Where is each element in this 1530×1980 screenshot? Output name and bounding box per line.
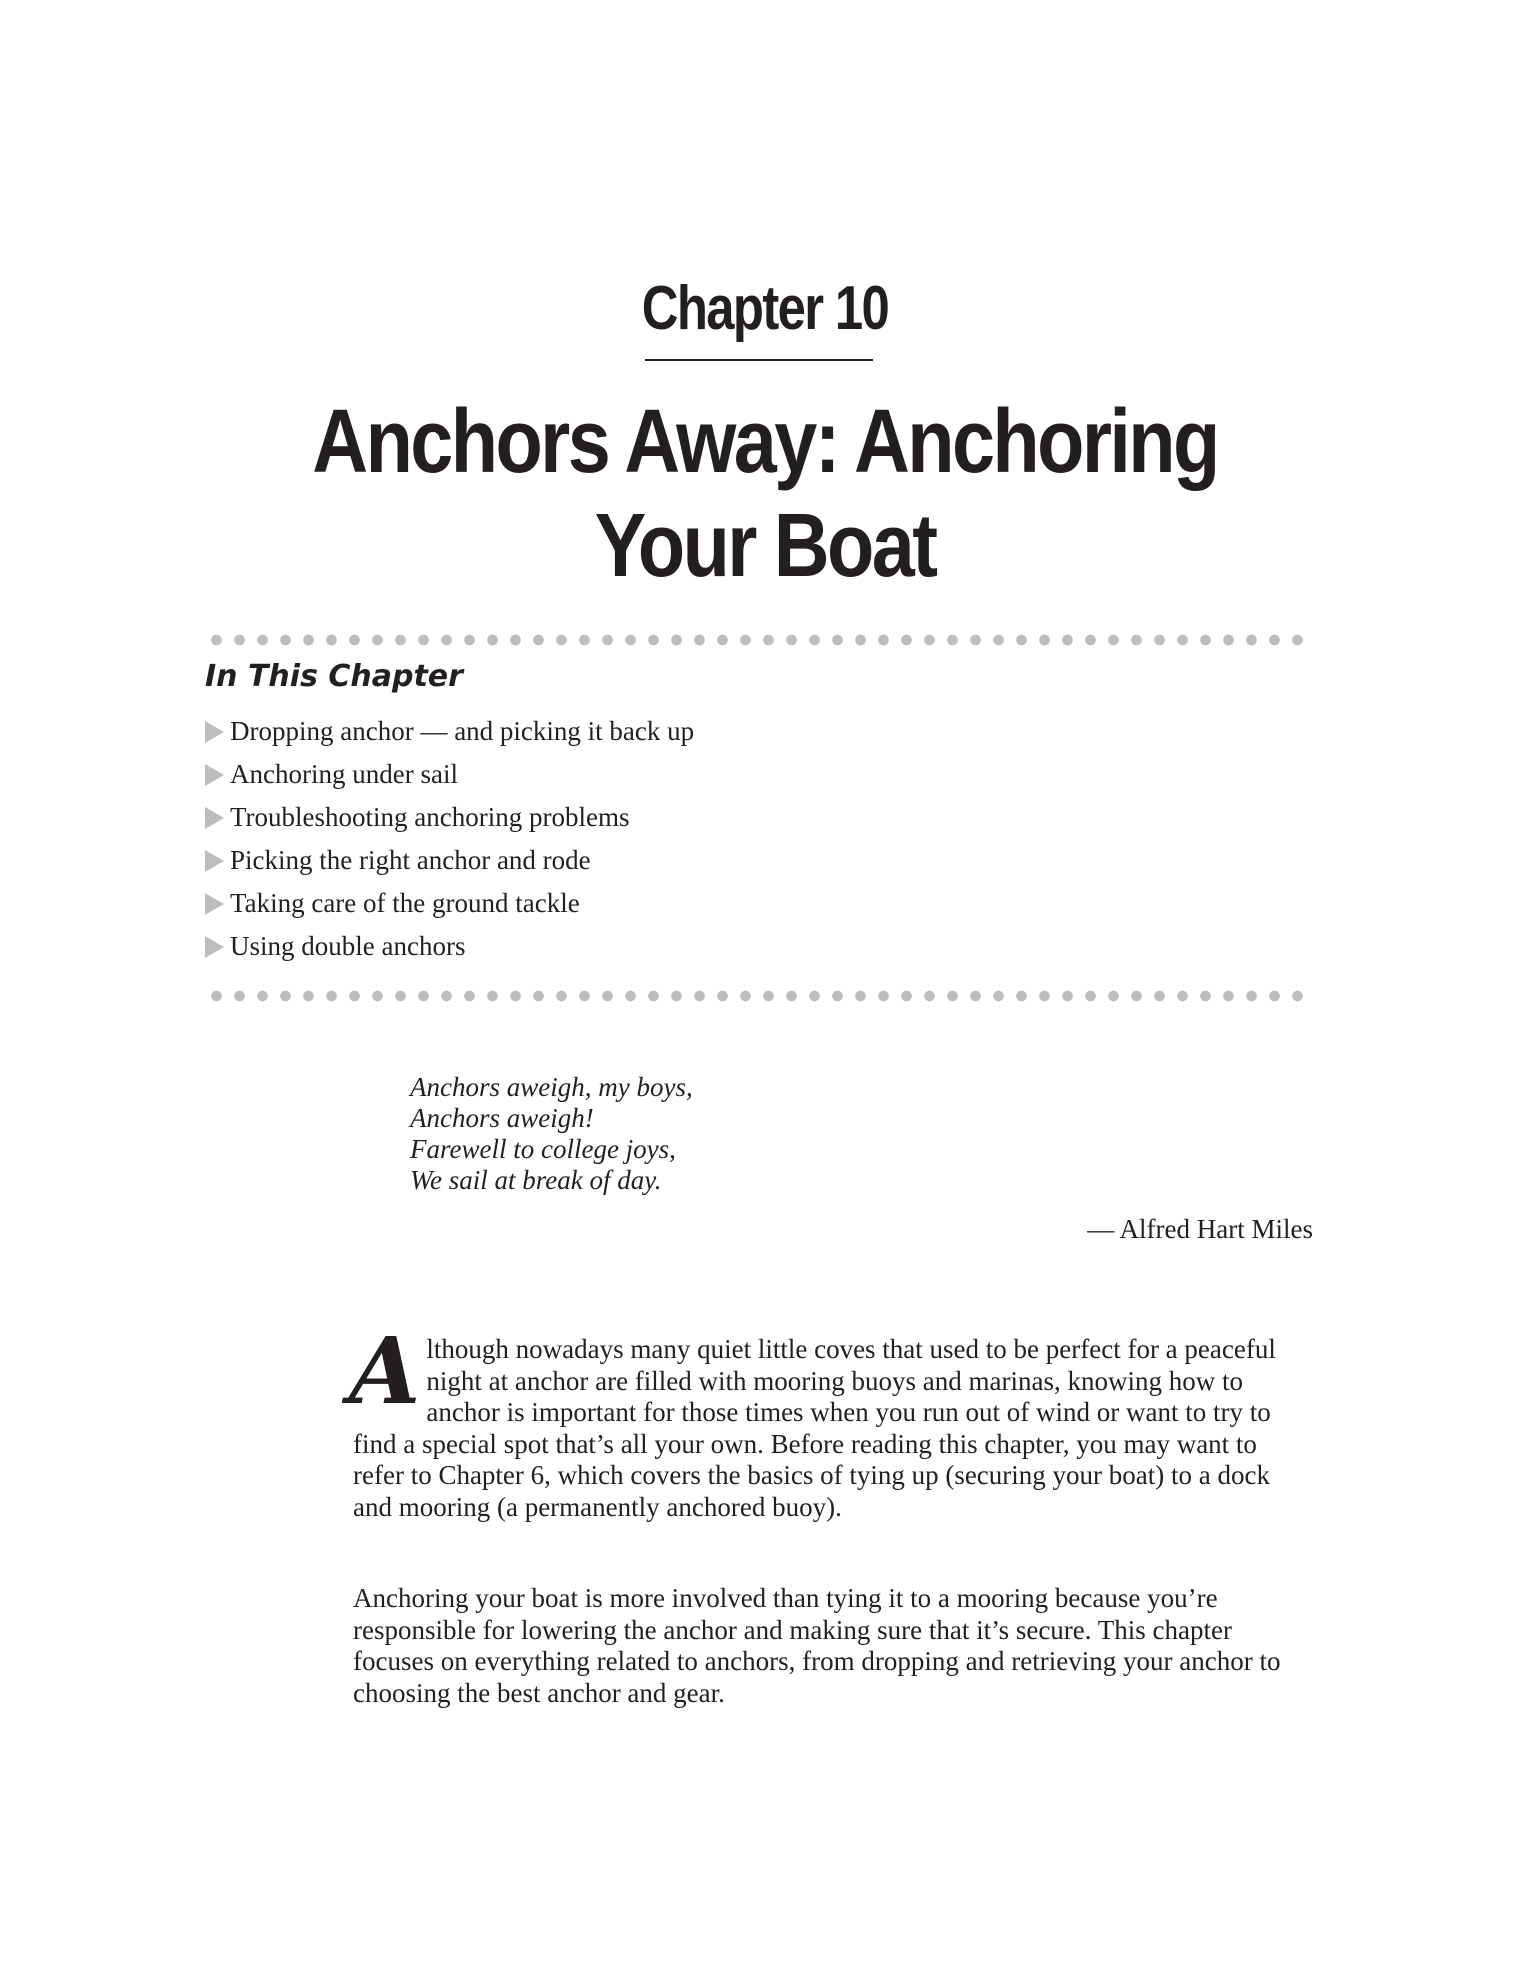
chapter-topics-list: [205, 710, 694, 968]
chapter-number-underline: [645, 359, 873, 361]
list-item: [205, 925, 694, 968]
list-item-text: Dropping anchor — and picking it back up: [230, 716, 695, 746]
chapter-title-line-1: Anchors Away: Anchoring: [312, 392, 1218, 492]
body-paragraph-2: Anchoring your boat is more involved than tying it to a mooring because you’re responsible for lowering the anchor and making sure that it’s secure. This chapter focuses on everything related to anchors, from dropping and retrieving your anchor to choosing the best anchor and gear.: [353, 1583, 1281, 1708]
list-item-text: Picking the right anchor and rode: [230, 845, 591, 875]
list-item: [205, 753, 694, 796]
list-item: [205, 839, 694, 882]
triangle-bullet-icon: [205, 850, 224, 872]
epigraph-attribution: — Alfred Hart Miles: [1087, 1214, 1313, 1244]
epigraph-line: Anchors aweigh!: [410, 1103, 594, 1133]
in-this-chapter-heading: In This Chapter: [205, 659, 463, 694]
triangle-bullet-icon: [205, 807, 224, 829]
list-item-text: Using double anchors: [230, 931, 466, 961]
list-item: [205, 710, 694, 753]
list-item-text: Taking care of the ground tackle: [230, 888, 580, 918]
drop-cap: A: [349, 1317, 421, 1425]
epigraph-poem: [410, 1072, 693, 1196]
body-paragraph-1: [349, 1317, 1303, 1523]
chapter-title-line-2: Your Boat: [594, 496, 936, 596]
epigraph-line: Farewell to college joys,: [410, 1134, 676, 1164]
triangle-bullet-icon: [205, 936, 224, 958]
list-item-text: Anchoring under sail: [230, 759, 458, 789]
list-item-text: Troubleshooting anchoring problems: [230, 802, 630, 832]
triangle-bullet-icon: [205, 893, 224, 915]
epigraph-line: Anchors aweigh, my boys,: [410, 1072, 693, 1102]
chapter-number: Chapter 10: [641, 274, 889, 343]
list-item: [205, 882, 694, 925]
dotted-divider-bottom: [205, 990, 1313, 1002]
chapter-title: [107, 390, 1423, 598]
triangle-bullet-icon: [205, 764, 224, 786]
epigraph-line: We sail at break of day.: [410, 1165, 662, 1195]
paragraph-text: lthough nowadays many quiet little coves that used to be perfect for a peaceful night at anchor are filled with mooring buoys and marinas, knowing how to anchor is important for those times when you run out of wind or want to try to find a special spot that’s all your own. Before reading this chapter, you may want to refer to Chapter 6, which covers the basics of tying up (securing your boat) to a dock and mooring (a permanently anchored buoy).: [353, 1334, 1276, 1522]
dotted-divider-top: [205, 634, 1313, 646]
triangle-bullet-icon: [205, 721, 224, 743]
list-item: [205, 796, 694, 839]
